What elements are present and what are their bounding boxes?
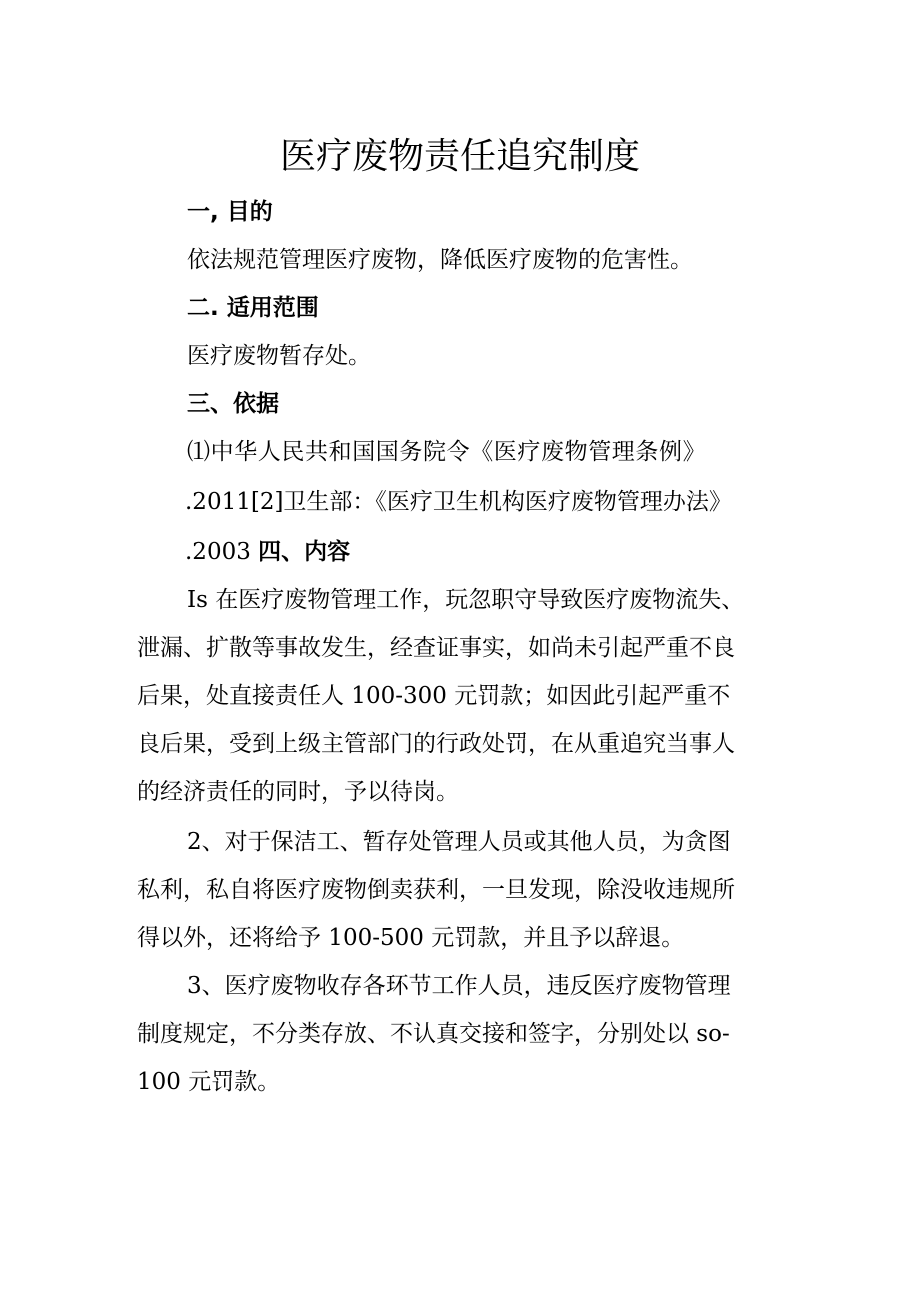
section-body-purpose: 依法规范管理医疗废物，降低医疗废物的危害性。: [187, 247, 693, 273]
content-para1-line2: 泄漏、扩散等事故发生，经查证事实，如尚未引起严重不良: [137, 635, 735, 661]
basis-year: .2003: [185, 539, 259, 565]
content-para1-line1: Is 在医疗废物管理工作，玩忽职守导致医疗废物流失、: [187, 587, 745, 613]
basis-line-1: ⑴中华人民共和国国务院令《医疗废物管理条例》: [187, 439, 707, 465]
content-para2-line3: 得以外，还将给予 100-500 元罚款，并且予以辞退。: [137, 925, 685, 951]
document-title: 医疗废物责任追究制度: [279, 136, 640, 177]
content-para3-line2: 制度规定，不分类存放、不认真交接和签字，分别处以 so-: [137, 1021, 730, 1047]
content-para1-line3: 后果，处直接责任人 100-300 元罚款；如因此引起严重不: [137, 683, 731, 709]
content-para1-line5: 的经济责任的同时，予以待岗。: [137, 779, 459, 805]
basis-line-2: .2011[2]卫生部：《医疗卫生机构医疗废物管理办法》: [185, 489, 732, 515]
section-heading-basis: 三、依据: [187, 391, 279, 417]
content-para3-line3: 100 元罚款。: [137, 1069, 281, 1095]
content-para2-line1: 2、对于保洁工、暂存处管理人员或其他人员，为贪图: [187, 829, 731, 855]
section-heading-purpose: 一, 目的: [187, 199, 273, 225]
section-body-scope: 医疗废物暂存处。: [187, 343, 371, 369]
content-para2-line2: 私利，私自将医疗废物倒卖获利，一旦发现，除没收违规所: [137, 877, 735, 903]
content-para1-line4: 良后果，受到上级主管部门的行政处罚，在从重追究当事人: [137, 731, 735, 757]
basis-line-3: [185, 535, 350, 569]
content-para3-line1: 3、医疗废物收存各环节工作人员，违反医疗废物管理: [187, 973, 731, 999]
section-heading-content: 四、内容: [258, 539, 351, 565]
section-heading-scope: 二. 适用范围: [187, 295, 319, 321]
